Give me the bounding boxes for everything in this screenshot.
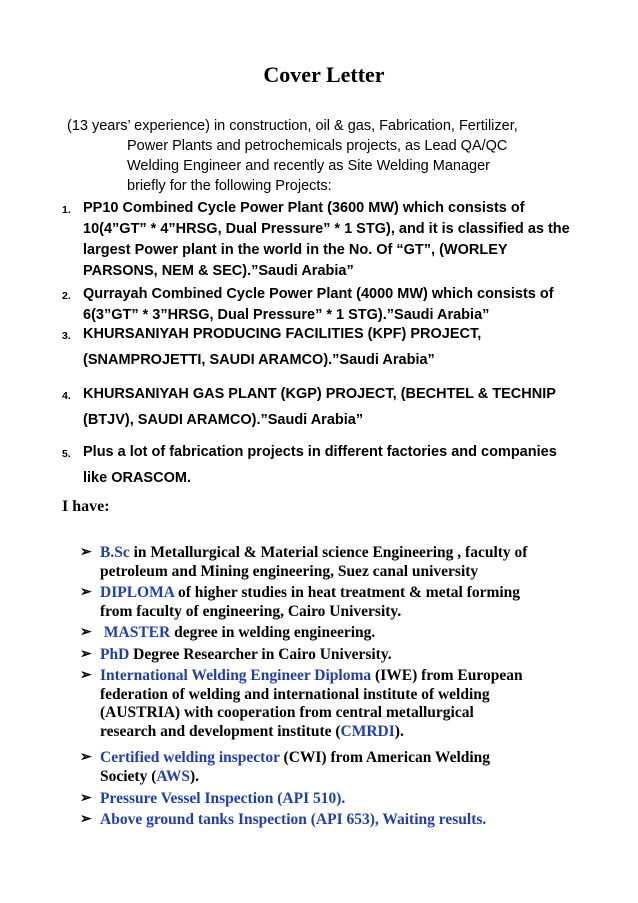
i-have-heading: I have: — [62, 498, 110, 515]
project-line: KHURSANIYAH PRODUCING FACILITIES (KPF) PROJECT, — [83, 326, 482, 342]
qualification-highlight: DIPLOMA — [100, 584, 175, 601]
intro-line-3: Welding Engineer and recently as Site Welding Manager — [127, 158, 490, 174]
project-number: 2. — [62, 290, 71, 302]
qualification-line: federation of welding and international institute of welding — [100, 685, 490, 703]
qualification-detail: Society ( — [100, 767, 157, 785]
project-text — [83, 324, 583, 371]
qualification-highlight: Pressure Vessel Inspection (API 510). — [100, 790, 346, 807]
arrow-bullet-icon: ➢ — [80, 625, 92, 640]
project-line: largest Power plant in the world in the No. Of “GT”, (WORLEY — [83, 242, 508, 258]
qualification-text — [100, 584, 580, 621]
project-text — [83, 442, 583, 489]
arrow-bullet-icon: ➢ — [80, 545, 92, 560]
qualification-text — [100, 646, 580, 665]
qualification-text — [100, 624, 580, 643]
intro-paragraph — [67, 116, 567, 196]
qualification-line: from faculty of engineering, Cairo University. — [100, 602, 402, 620]
qualification-detail: (IWE) from European — [371, 667, 523, 684]
qualification-text — [100, 790, 580, 809]
project-text — [83, 384, 583, 431]
project-line: 10(4”GT” * 4”HRSG, Dual Pressure” * 1 STG), and it is classified as the — [83, 221, 570, 237]
arrow-bullet-icon: ➢ — [80, 668, 92, 683]
project-line: Plus a lot of fabrication projects in different factories and companies — [83, 444, 557, 460]
qualification-highlight: Above ground tanks Inspection (API 653), Waiting results. — [100, 811, 487, 828]
project-line: 6(3”GT” * 3”HRSG, Dual Pressure” * 1 STG).”Saudi Arabia” — [83, 307, 490, 323]
qualification-highlight: B.Sc — [100, 544, 130, 561]
project-line: (SNAMPROJETTI, SAUDI ARAMCO).”Saudi Arabia” — [83, 352, 435, 368]
project-number: 4. — [62, 390, 71, 402]
project-text — [83, 284, 583, 326]
qualification-text — [100, 811, 580, 830]
qualification-highlight: CMRDI — [340, 722, 395, 740]
arrow-bullet-icon: ➢ — [80, 647, 92, 662]
arrow-bullet-icon: ➢ — [80, 750, 92, 765]
project-line: Qurrayah Combined Cycle Power Plant (4000 MW) which consists of — [83, 286, 554, 302]
project-line: PP10 Combined Cycle Power Plant (3600 MW) which consists of — [83, 200, 525, 216]
project-number: 3. — [62, 330, 71, 342]
project-line: like ORASCOM. — [83, 470, 191, 486]
qualification-text — [100, 667, 580, 741]
qualification-detail: of higher studies in heat treatment & metal forming — [174, 584, 521, 601]
document-title: Cover Letter — [263, 62, 385, 87]
qualification-text — [100, 544, 580, 581]
qualification-highlight: AWS — [156, 767, 190, 785]
project-line: KHURSANIYAH GAS PLANT (KGP) PROJECT, (BECHTEL & TECHNIP — [83, 386, 556, 402]
project-line: PARSONS, NEM & SEC).”Saudi Arabia” — [83, 263, 354, 279]
qualification-line: (AUSTRIA) with cooperation from central metallurgical — [100, 704, 474, 721]
arrow-bullet-icon: ➢ — [80, 791, 92, 806]
project-number: 1. — [62, 204, 71, 216]
intro-line-1: (13 years’ experience) in construction, oil & gas, Fabrication, Fertilizer, — [67, 118, 518, 134]
intro-line-2: Power Plants and petrochemicals projects, as Lead QA/QC — [127, 138, 508, 154]
qualification-highlight: PhD — [100, 646, 130, 663]
qualification-highlight: Certified welding inspector — [100, 749, 280, 766]
project-text — [83, 198, 583, 282]
project-line: (BTJV), SAUDI ARAMCO).”Saudi Arabia” — [83, 412, 364, 428]
qualification-detail: ). — [394, 722, 404, 740]
qualification-detail: Degree Researcher in Cairo University. — [129, 646, 392, 663]
arrow-bullet-icon: ➢ — [80, 812, 92, 827]
qualification-detail: ). — [190, 767, 200, 785]
intro-line-4: briefly for the following Projects: — [127, 178, 332, 194]
qualification-detail: degree in welding engineering. — [170, 624, 376, 641]
arrow-bullet-icon: ➢ — [80, 585, 92, 600]
project-number: 5. — [62, 448, 71, 460]
qualification-line: petroleum and Mining engineering, Suez canal university — [100, 562, 479, 580]
qualification-highlight: International Welding Engineer Diploma — [100, 667, 372, 684]
qualification-text — [100, 749, 580, 786]
qualification-detail: in Metallurgical & Material science Engineering , faculty of — [129, 544, 528, 561]
qualification-detail: research and development institute ( — [100, 722, 341, 740]
qualification-detail: (CWI) from American Welding — [279, 749, 491, 766]
qualification-highlight: MASTER — [103, 624, 171, 641]
